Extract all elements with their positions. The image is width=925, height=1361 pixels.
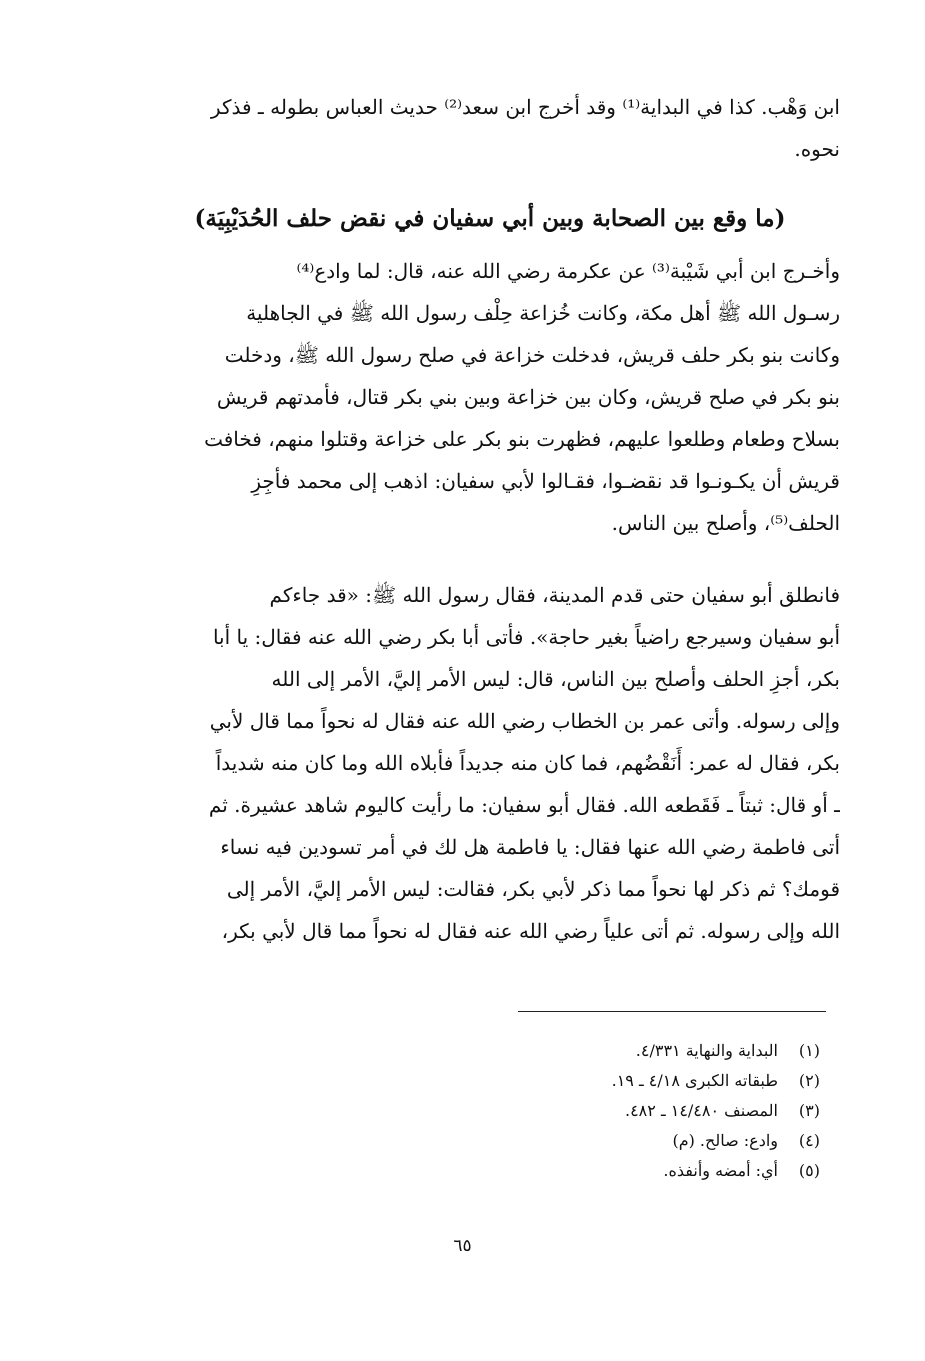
- paragraph-intro: [140, 86, 840, 170]
- footnote-number: (٥): [798, 1161, 820, 1180]
- footnote-text: البداية والنهاية ٤/٣٣١.: [635, 1041, 778, 1060]
- text-line: بكر، فقال له عمر: أَنَقْضُهم، فما كان منه جديداً فأبلاه الله وما كان منه شديداً: [215, 751, 840, 775]
- footnote-number: (٣): [798, 1101, 820, 1120]
- section-heading: (ما وقع بين الصحابة وبين أبي سفيان في نقض حلف الحُدَيْبِيَة): [194, 205, 786, 232]
- paragraph-narration: [140, 250, 840, 544]
- text-line: ابن وَهْب. كذا في البداية⁽¹⁾ وقد أخرج ابن سعد⁽²⁾ حديث العباس بطوله ـ فذكر: [210, 95, 840, 119]
- footnote-text: وادع: صالح. (م): [672, 1131, 778, 1150]
- text-line: الله وإلى رسوله. ثم أتى علياً رضي الله عنه فقال له نحواً مما قال لأبي بكر،: [221, 919, 840, 943]
- footnote-number: (١): [798, 1041, 820, 1060]
- footnote-item: [420, 1096, 820, 1126]
- text-line: الحلف⁽⁵⁾، وأصلح بين الناس.: [611, 511, 840, 535]
- text-line: قريش أن يكـونـوا قد نقضـوا، فقـالوا لأبي سفيان: اذهب إلى محمد فأجِزِ: [251, 469, 840, 493]
- page-number: ٦٥: [453, 1236, 472, 1256]
- footnote-text: طبقاته الكبرى ٤/١٨ ـ ١٩.: [611, 1071, 778, 1090]
- footnote-number: (٢): [798, 1071, 820, 1090]
- paragraph-continuation: [140, 574, 840, 952]
- footnote-number: (٤): [798, 1131, 820, 1150]
- footnote-text: المصنف ١٤/٤٨٠ ـ ٤٨٢.: [624, 1101, 778, 1120]
- text-line: ـ أو قال: ثبتاً ـ فَقَطعه الله. فقال أبو سفيان: ما رأيت كاليوم شاهد عشيرة. ثم: [208, 793, 840, 817]
- text-line: أبو سفيان وسيرجع راضياً بغير حاجة». فأتى أبا بكر رضي الله عنه فقال: يا أبا: [212, 625, 840, 649]
- footnote-item: [420, 1036, 820, 1066]
- footnote-divider: [518, 1011, 826, 1012]
- text-line: بسلاح وطعام وطلعوا عليهم، فظهرت بنو بكر على خزاعة وقتلوا منهم، فخافت: [204, 427, 840, 451]
- footnotes: [420, 1036, 820, 1186]
- text-line: وكانت بنو بكر حلف قريش، فدخلت خزاعة في صلح رسول الله ﷺ، ودخلت: [224, 343, 840, 367]
- footnote-item: [420, 1156, 820, 1186]
- text-line: أتى فاطمة رضي الله عنها فقال: يا فاطمة هل لك في أمر تسودين فيه نساء: [220, 835, 840, 859]
- text-line: نحوه.: [794, 137, 840, 161]
- footnote-item: [420, 1066, 820, 1096]
- text-line: قومك؟ ثم ذكر لها نحواً مما ذكر لأبي بكر، فقالت: ليس الأمر إليَّ، الأمر إلى: [226, 877, 840, 901]
- text-line: بكر، أجزِ الحلف وأصلح بين الناس، قال: ليس الأمر إليَّ، الأمر إلى الله: [271, 667, 840, 691]
- text-line: وإلى رسوله. وأتى عمر بن الخطاب رضي الله عنه فقال له نحواً مما قال لأبي: [209, 709, 840, 733]
- text-line: وأخـرج ابن أبي شَيْبة⁽³⁾ عن عكرمة رضي الله عنه، قال: لما وادع⁽⁴⁾: [296, 259, 840, 283]
- text-line: بنو بكر في صلح قريش، وكان بين خزاعة وبين بني بكر قتال، فأمدتهم قريش: [216, 385, 840, 409]
- footnote-item: [420, 1126, 820, 1156]
- text-line: رسـول الله ﷺ أهل مكة، وكانت خُزاعة حِلْف رسول الله ﷺ في الجاهلية: [246, 301, 840, 325]
- text-line: فانطلق أبو سفيان حتى قدم المدينة، فقال رسول الله ﷺ: «قد جاءكم: [269, 583, 840, 607]
- footnote-text: أي: أمضه وأنفذه.: [663, 1161, 778, 1180]
